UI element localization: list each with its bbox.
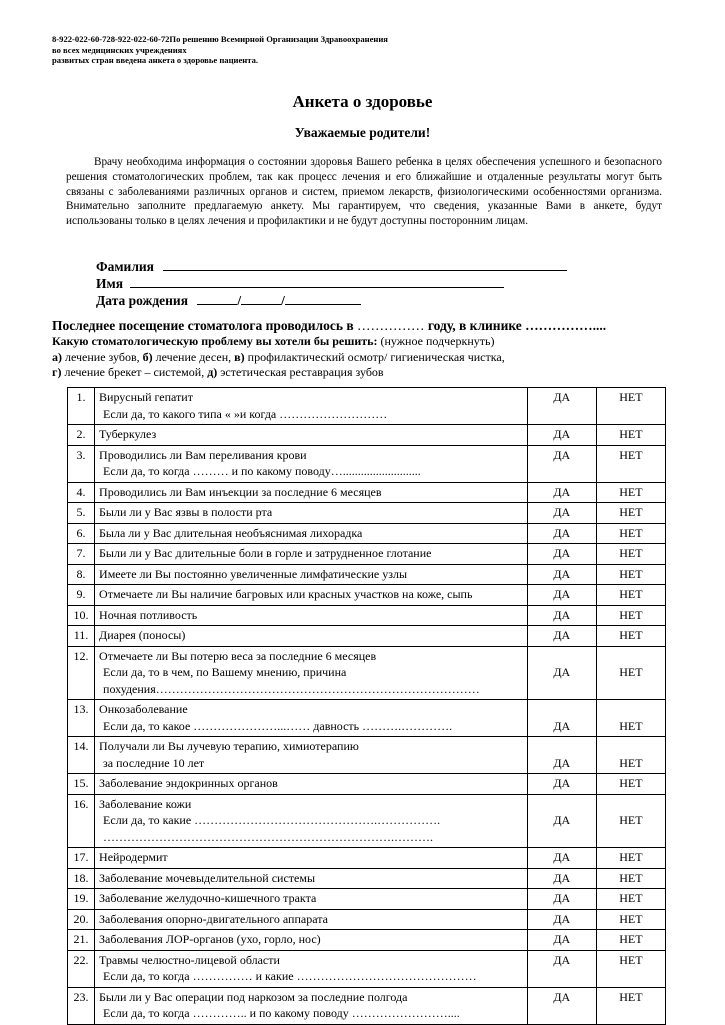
birth-separator-1: / <box>237 293 242 308</box>
intro-paragraph <box>66 155 662 229</box>
answer-no[interactable]: НЕТ <box>596 794 665 848</box>
table-row <box>68 626 666 647</box>
table-row <box>68 909 666 930</box>
answer-no[interactable]: НЕТ <box>596 544 665 565</box>
answer-yes[interactable]: ДА <box>527 950 596 987</box>
answer-yes[interactable]: ДА <box>527 544 596 565</box>
answer-no[interactable]: НЕТ <box>596 930 665 951</box>
birth-separator-2: / <box>281 293 285 308</box>
question-line: Были ли у Вас операции под наркозом за последние полгода <box>99 989 408 1004</box>
birth-label: Дата рождения <box>96 293 189 308</box>
question-line: Травмы челюстно-лицевой области <box>99 952 280 967</box>
question-text <box>95 482 528 503</box>
table-row <box>68 544 666 565</box>
question-number: 8. <box>68 564 95 585</box>
answer-yes[interactable]: ДА <box>527 774 596 795</box>
answer-yes[interactable]: ДА <box>527 523 596 544</box>
question-line: Проводились ли Вам инъекции за последние 6 месяцев <box>99 484 382 499</box>
question-number: 18. <box>68 868 95 889</box>
answer-yes[interactable]: ДА <box>527 626 596 647</box>
question-text <box>95 909 528 930</box>
answer-yes[interactable]: ДА <box>527 445 596 482</box>
table-row <box>68 700 666 737</box>
question-line: Получали ли Вы лучевую терапию, химиотерапию <box>99 739 359 753</box>
table-row <box>68 950 666 987</box>
table-row <box>68 774 666 795</box>
answer-no[interactable]: НЕТ <box>596 868 665 889</box>
question-text <box>95 425 528 446</box>
table-row <box>68 445 666 482</box>
answer-no[interactable]: НЕТ <box>596 737 665 774</box>
question-detail-line[interactable]: Если да, то какого типа « »и когда ……………………… <box>103 406 388 421</box>
header-line-2: во всех медицинских учреждениях <box>52 44 187 55</box>
question-text <box>95 585 528 606</box>
answer-no[interactable]: НЕТ <box>596 889 665 910</box>
problem-options-row-2 <box>52 365 505 381</box>
option-v[interactable]: профилактический осмотр/ гигиеническая чистка, <box>244 349 505 364</box>
question-line: Заболевания опорно-двигательного аппарата <box>99 911 328 926</box>
question-line: Отмечаете ли Вы потерю веса за последние 6 месяцев <box>99 648 377 663</box>
option-g[interactable]: лечение брекет – системой, <box>61 365 208 379</box>
table-row <box>68 585 666 606</box>
question-number: 7. <box>68 544 95 565</box>
answer-no[interactable]: НЕТ <box>596 848 665 869</box>
question-line: Были ли у Вас длительные боли в горле и затрудненное глотание <box>99 546 432 560</box>
answer-no[interactable]: НЕТ <box>596 388 665 425</box>
answer-no[interactable]: НЕТ <box>596 626 665 647</box>
option-v-label: в) <box>234 349 245 364</box>
question-line: Заболевание желудочно-кишечного тракта <box>99 891 317 905</box>
answer-no[interactable]: НЕТ <box>596 909 665 930</box>
question-line: Туберкулез <box>99 427 157 441</box>
patient-fields <box>96 258 567 309</box>
question-text <box>95 930 528 951</box>
question-number: 17. <box>68 848 95 869</box>
visit-text-2: году, в клинике <box>424 318 526 333</box>
question-text <box>95 987 528 1024</box>
answer-yes[interactable]: ДА <box>527 909 596 930</box>
question-text <box>95 794 528 848</box>
question-number: 5. <box>68 503 95 524</box>
answer-yes[interactable]: ДА <box>527 848 596 869</box>
birth-row <box>96 292 567 309</box>
question-number: 10. <box>68 605 95 626</box>
table-row <box>68 646 666 700</box>
table-row <box>68 482 666 503</box>
table-row <box>68 605 666 626</box>
birth-day-field[interactable] <box>197 292 237 305</box>
table-row <box>68 889 666 910</box>
table-row <box>68 564 666 585</box>
question-text <box>95 544 528 565</box>
option-d[interactable]: эстетическая реставрация зубов <box>217 365 384 379</box>
option-b-label: б) <box>142 349 153 364</box>
questionnaire-body <box>68 388 666 1025</box>
question-number: 21. <box>68 930 95 951</box>
answer-no[interactable]: НЕТ <box>596 445 665 482</box>
question-detail-line[interactable]: Если да, то когда ………….. и по какому поводу …………………….... <box>103 1006 460 1020</box>
answer-no[interactable]: НЕТ <box>596 605 665 626</box>
problem-block <box>52 334 505 381</box>
intro-text: Врачу необходима информация о состоянии здоровья Вашего ребенка в целях обеспечения успешного и безопасного решения стоматологических проблем, так как процесс лечения и его ближайшие и отдаленные результаты могут быть связаны с заболеваниями различных органов и систем, приемом лекарств, физиологическими особенностями организма. Внимательно заполните предлагаемую анкету. Мы гарантируем, что сведения, указанные Вами в анкете, будут использованы только в целях лечения и профилактики и не будут доступны посторонним лицам. <box>66 156 662 228</box>
name-field[interactable] <box>130 275 504 288</box>
answer-no[interactable]: НЕТ <box>596 523 665 544</box>
question-text <box>95 523 528 544</box>
question-text <box>95 605 528 626</box>
answer-no[interactable]: НЕТ <box>596 950 665 987</box>
table-row <box>68 425 666 446</box>
question-text <box>95 564 528 585</box>
question-line: Была ли у Вас длительная необъяснимая лихорадка <box>99 525 363 540</box>
header-line-1: 8-922-022-60-728-922-022-60-72По решению Всемирной Организации Здравоохранения <box>52 34 388 44</box>
question-line: Заболевание кожи <box>99 796 192 811</box>
question-line: Ночная потливость <box>99 607 198 622</box>
surname-row <box>96 258 567 275</box>
question-number: 1. <box>68 388 95 425</box>
question-text <box>95 774 528 795</box>
health-questionnaire-table <box>67 387 666 1025</box>
answer-no[interactable]: НЕТ <box>596 503 665 524</box>
question-number: 6. <box>68 523 95 544</box>
answer-yes[interactable]: ДА <box>527 564 596 585</box>
question-text <box>95 868 528 889</box>
table-row <box>68 930 666 951</box>
question-number: 22. <box>68 950 95 987</box>
question-number: 4. <box>68 482 95 503</box>
answer-yes[interactable]: ДА <box>527 794 596 848</box>
question-detail-line[interactable]: Если да, то какие ……………………………………….……………. <box>103 813 441 827</box>
question-detail-line[interactable]: Если да, то какое …………………...…… давность ……….…………. <box>103 718 453 733</box>
question-text <box>95 445 528 482</box>
answer-no[interactable]: НЕТ <box>596 425 665 446</box>
question-detail-line[interactable]: ……………………………………………………………….………. <box>103 829 434 844</box>
question-number: 2. <box>68 425 95 446</box>
question-detail-line[interactable]: похудения……………………………………………………………………… <box>103 681 480 696</box>
question-text <box>95 848 528 869</box>
table-row <box>68 794 666 848</box>
option-a-label: а) <box>52 349 62 364</box>
question-line: Заболевания ЛОР-органов (ухо, горло, нос) <box>99 932 321 946</box>
question-text <box>95 626 528 647</box>
answer-yes[interactable]: ДА <box>527 503 596 524</box>
question-text <box>95 700 528 737</box>
question-line: Онкозаболевание <box>99 702 188 716</box>
problem-options-row-1 <box>52 350 505 366</box>
question-text <box>95 646 528 700</box>
answer-no[interactable]: НЕТ <box>596 646 665 700</box>
table-row <box>68 503 666 524</box>
question-number: 13. <box>68 700 95 737</box>
answer-yes[interactable]: ДА <box>527 605 596 626</box>
problem-question-row <box>52 334 505 350</box>
page-subtitle: Уважаемые родители! <box>294 125 431 140</box>
table-row <box>68 737 666 774</box>
birth-year-field[interactable] <box>285 292 361 305</box>
question-detail-line[interactable]: Если да, то когда …………… и какие ……………………………………… <box>103 969 477 983</box>
answer-no[interactable]: НЕТ <box>596 564 665 585</box>
header-line-3: развитых стран введена анкета о здоровье пациента. <box>52 55 259 65</box>
question-detail-line[interactable]: за последние 10 лет <box>103 755 205 770</box>
table-row <box>68 868 666 889</box>
question-number: 20. <box>68 909 95 930</box>
answer-no[interactable]: НЕТ <box>596 700 665 737</box>
answer-yes[interactable]: ДА <box>527 987 596 1024</box>
answer-yes[interactable]: ДА <box>527 482 596 503</box>
page-title: Анкета о здоровье <box>292 92 433 111</box>
question-line: Вирусный гепатит <box>99 390 193 404</box>
question-number: 9. <box>68 585 95 606</box>
question-number: 19. <box>68 889 95 910</box>
answer-yes[interactable]: ДА <box>527 388 596 425</box>
question-line: Имеете ли Вы постоянно увеличенные лимфатические узлы <box>99 566 407 581</box>
table-row <box>68 987 666 1024</box>
answer-no[interactable]: НЕТ <box>596 482 665 503</box>
question-text <box>95 737 528 774</box>
question-line: Отмечаете ли Вы наличие багровых или красных участков на коже, сыпь <box>99 587 473 601</box>
answer-yes[interactable]: ДА <box>527 889 596 910</box>
question-line: Диарея (поносы) <box>99 628 186 642</box>
question-number: 3. <box>68 445 95 482</box>
question-number: 11. <box>68 626 95 647</box>
visit-clinic-blank[interactable]: …………….... <box>525 318 607 333</box>
answer-yes[interactable]: ДА <box>527 868 596 889</box>
question-text <box>95 950 528 987</box>
table-row <box>68 523 666 544</box>
answer-yes[interactable]: ДА <box>527 930 596 951</box>
question-number: 14. <box>68 737 95 774</box>
name-row <box>96 275 567 292</box>
surname-field[interactable] <box>163 258 567 271</box>
question-number: 15. <box>68 774 95 795</box>
question-line: Заболевание эндокринных органов <box>99 776 278 790</box>
header-note <box>52 34 388 66</box>
answer-yes[interactable]: ДА <box>527 585 596 606</box>
surname-label: Фамилия <box>96 259 154 274</box>
birth-month-field[interactable] <box>241 292 281 305</box>
name-label: Имя <box>96 276 123 291</box>
last-visit-line <box>52 318 606 334</box>
question-text <box>95 503 528 524</box>
answer-yes[interactable]: ДА <box>527 737 596 774</box>
question-line: Заболевание мочевыделительной системы <box>99 870 316 885</box>
table-row <box>68 388 666 425</box>
visit-text-1: Последнее посещение стоматолога проводилось в <box>52 318 357 333</box>
question-line: Нейродермит <box>99 850 168 864</box>
option-d-label: д) <box>207 365 218 379</box>
answer-yes[interactable]: ДА <box>527 646 596 700</box>
answer-no[interactable]: НЕТ <box>596 987 665 1024</box>
question-line: Были ли у Вас язвы в полости рта <box>99 505 273 519</box>
question-number: 16. <box>68 794 95 848</box>
question-number: 23. <box>68 987 95 1024</box>
answer-yes[interactable]: ДА <box>527 425 596 446</box>
answer-yes[interactable]: ДА <box>527 700 596 737</box>
option-b[interactable]: лечение десен, <box>152 349 235 364</box>
option-a[interactable]: лечение зубов, <box>62 349 143 364</box>
option-g-label: г) <box>52 365 62 379</box>
question-line: Проводились ли Вам переливания крови <box>99 447 307 462</box>
question-detail-line[interactable]: Если да, то когда ……… и по какому поводу….......................... <box>103 464 421 478</box>
question-detail-line[interactable]: Если да, то в чем, по Вашему мнению, причина <box>103 665 347 679</box>
visit-year-blank[interactable]: …………… <box>357 318 425 333</box>
question-text <box>95 388 528 425</box>
problem-hint: (нужное подчеркнуть) <box>380 334 495 348</box>
answer-no[interactable]: НЕТ <box>596 774 665 795</box>
table-row <box>68 848 666 869</box>
problem-question: Какую стоматологическую проблему вы хотели бы решить: <box>52 334 381 348</box>
question-text <box>95 889 528 910</box>
question-number: 12. <box>68 646 95 700</box>
answer-no[interactable]: НЕТ <box>596 585 665 606</box>
